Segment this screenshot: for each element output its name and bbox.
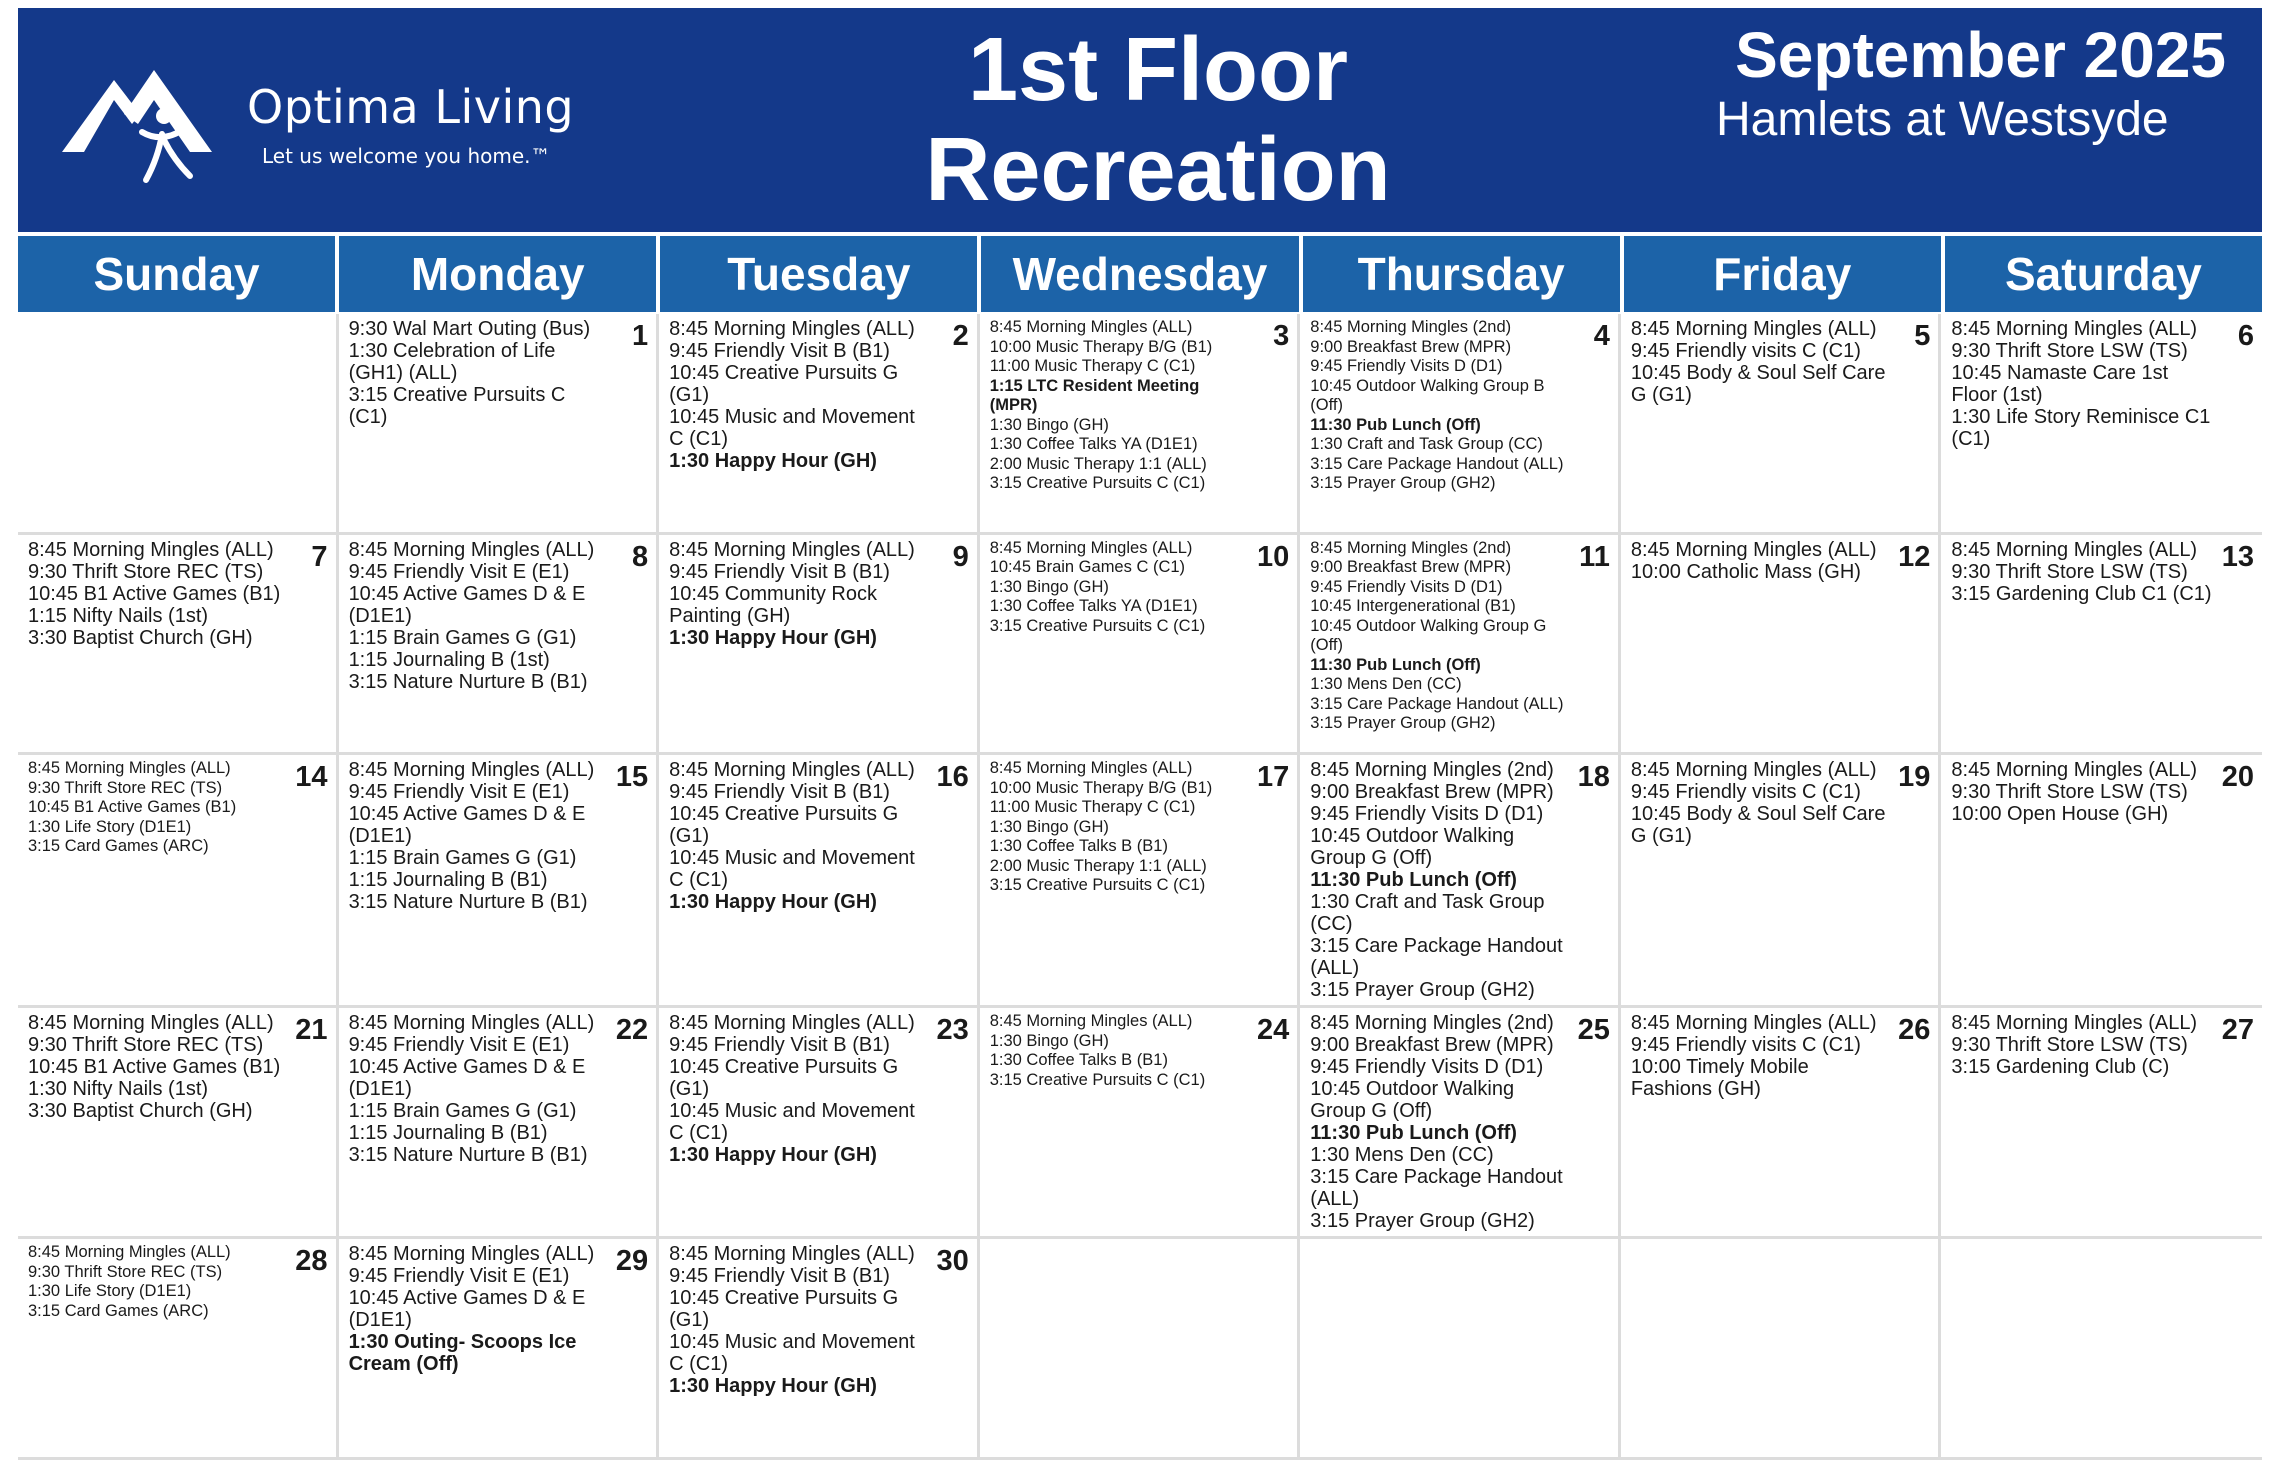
event-item: 10:00 Music Therapy B/G (B1) [989, 337, 1213, 356]
event-item: 8:45 Morning Mingles (ALL) [669, 538, 915, 561]
day-number: 28 [291, 1245, 327, 1278]
event-item: 3:30 Baptist Church (GH) [28, 1100, 253, 1123]
event-item: 8:45 Morning Mingles (2nd) [1310, 538, 1512, 557]
event-item: 11:00 Music Therapy C (C1) [989, 357, 1196, 375]
month-label: September 2025 [1735, 19, 2226, 91]
event-item: 10:45 Outdoor Walking Group G (Off) [1310, 1078, 1520, 1123]
event-item: 1:30 Bingo (GH) [989, 1031, 1109, 1050]
event-item: 8:45 Morning Mingles (ALL) [28, 1012, 274, 1035]
event-item: 11:30 Pub Lunch (Off) [1310, 1122, 1517, 1145]
event-item: 9:45 Friendly Visit B (B1) [669, 781, 890, 804]
day-number: 5 [1910, 320, 1930, 353]
event-list [669, 318, 971, 472]
empty-day-cell [1621, 1239, 1942, 1460]
mountain-person-logo-icon [62, 62, 232, 192]
event-item: 3:15 Creative Pursuits C (C1) [989, 1070, 1206, 1089]
event-item: 1:30 Coffee Talks YA (D1E1) [989, 597, 1198, 616]
event-item: 1:30 Bingo (GH) [989, 817, 1109, 836]
event-item: 3:15 Creative Pursuits C (C1) [989, 474, 1206, 492]
event-list [1310, 759, 1612, 1001]
day-cell-16 [659, 755, 980, 1008]
event-item: 3:15 Card Games (ARC) [28, 837, 209, 856]
event-item: 1:15 Brain Games G (G1) [348, 1100, 577, 1123]
event-item: 9:45 Friendly Visit E (E1) [348, 560, 570, 583]
event-item: 9:30 Thrift Store REC (TS) [28, 1034, 264, 1057]
day-number: 26 [1894, 1014, 1930, 1047]
event-item: 9:45 Friendly visits C (C1) [1630, 340, 1861, 362]
event-item: 10:45 Active Games D & E (D1E1) [348, 803, 591, 848]
event-item: 1:30 Coffee Talks B (B1) [989, 1051, 1168, 1070]
event-item: 9:30 Thrift Store LSW (TS) [1951, 1034, 2188, 1057]
event-item: 8:45 Morning Mingles (ALL) [1630, 1012, 1877, 1035]
event-item: 9:00 Breakfast Brew (MPR) [1310, 337, 1512, 356]
event-item: 1:30 Happy Hour (GH) [669, 450, 877, 472]
event-item: 10:45 Creative Pursuits G (G1) [669, 1287, 904, 1332]
event-item: 8:45 Morning Mingles (ALL) [1951, 1012, 2198, 1035]
event-item: 1:30 Craft and Task Group (CC) [1310, 891, 1551, 936]
day-cell-30 [659, 1239, 980, 1460]
brand-name: Optima Living [247, 80, 575, 134]
day-number: 2 [949, 320, 969, 353]
event-item: 8:45 Morning Mingles (ALL) [989, 759, 1193, 778]
day-number: 1 [628, 320, 648, 353]
event-item: 1:15 Nifty Nails (1st) [28, 604, 209, 627]
optima-living-logo [62, 62, 582, 192]
event-item: 10:00 Catholic Mass (GH) [1630, 560, 1861, 583]
event-item: 1:30 Bingo (GH) [989, 415, 1109, 434]
event-item: 2:00 Music Therapy 1:1 (ALL) [989, 856, 1207, 875]
event-item: 1:30 Nifty Nails (1st) [28, 1078, 209, 1101]
day-number: 8 [628, 541, 648, 574]
event-list [349, 1012, 651, 1166]
event-list [669, 759, 971, 913]
event-item: 3:15 Prayer Group (GH2) [1310, 1210, 1535, 1233]
location-label: Hamlets at Westsyde [1716, 93, 2169, 146]
event-item: 10:45 Body & Soul Self Care G (G1) [1630, 362, 1892, 406]
day-number: 19 [1894, 761, 1930, 794]
day-number: 12 [1894, 541, 1930, 574]
calendar-title [838, 20, 1478, 220]
event-item: 8:45 Morning Mingles (ALL) [669, 318, 915, 340]
event-item: 10:45 Brain Games C (C1) [989, 558, 1186, 577]
weekday-tuesday: Tuesday [660, 236, 977, 312]
event-item: 2:00 Music Therapy 1:1 (ALL) [989, 454, 1207, 473]
event-item: 10:45 B1 Active Games (B1) [28, 798, 237, 817]
event-item: 8:45 Morning Mingles (ALL) [348, 538, 595, 561]
event-list [1951, 759, 2256, 825]
event-list [28, 539, 330, 649]
event-item: 3:15 Creative Pursuits C (C1) [989, 616, 1206, 635]
event-item: 8:45 Morning Mingles (ALL) [1630, 759, 1877, 782]
event-item: 10:45 Creative Pursuits G (G1) [669, 1056, 904, 1101]
event-item: 10:45 Music and Movement C (C1) [669, 406, 921, 450]
event-item: 3:15 Creative Pursuits C (C1) [989, 876, 1206, 895]
event-item: 11:00 Music Therapy C (C1) [989, 798, 1196, 817]
empty-day-cell [1300, 1239, 1621, 1460]
day-number: 23 [932, 1014, 968, 1047]
event-item: 1:30 Life Story (D1E1) [28, 1282, 192, 1301]
event-item: 10:45 Namaste Care 1st Floor (1st) [1951, 362, 2174, 406]
event-item: 10:45 Outdoor Walking Group G (Off) [1310, 616, 1551, 655]
event-list [28, 1243, 330, 1321]
event-item: 9:45 Friendly Visit E (E1) [348, 1034, 570, 1057]
event-item: 10:45 Creative Pursuits G (G1) [669, 803, 904, 848]
event-list [669, 539, 971, 649]
event-item: 1:15 LTC Resident Meeting (MPR) [989, 376, 1204, 414]
event-item: 10:45 B1 Active Games (B1) [28, 582, 281, 605]
event-item: 10:00 Open House (GH) [1951, 803, 2169, 826]
weekday-saturday: Saturday [1945, 236, 2262, 312]
event-item: 3:15 Care Package Handout (ALL) [1310, 1166, 1569, 1211]
event-item: 9:30 Thrift Store LSW (TS) [1951, 781, 2188, 804]
event-item: 9:45 Friendly Visit E (E1) [348, 1265, 570, 1288]
day-number: 17 [1253, 761, 1289, 794]
event-list [1310, 539, 1612, 734]
event-item: 8:45 Morning Mingles (ALL) [1630, 538, 1877, 561]
event-item: 1:30 Mens Den (CC) [1310, 1144, 1494, 1167]
event-item: 8:45 Morning Mingles (ALL) [28, 538, 274, 561]
brand-tagline: Let us welcome you home.™ [262, 144, 551, 168]
empty-day-cell [980, 1239, 1301, 1460]
day-cell-5 [1621, 314, 1942, 535]
day-cell-26 [1621, 1008, 1942, 1239]
event-item: 11:30 Pub Lunch (Off) [1310, 869, 1517, 892]
day-number: 4 [1590, 320, 1610, 353]
event-item: 8:45 Morning Mingles (ALL) [1630, 318, 1877, 340]
day-cell-24 [980, 1008, 1301, 1239]
day-cell-29 [339, 1239, 660, 1460]
event-item: 3:15 Care Package Handout (ALL) [1310, 935, 1569, 980]
event-item: 9:45 Friendly visits C (C1) [1630, 1034, 1861, 1057]
day-number: 30 [932, 1245, 968, 1278]
day-cell-14 [18, 755, 339, 1008]
event-item: 8:45 Morning Mingles (ALL) [669, 759, 915, 782]
event-item: 3:15 Gardening Club (C) [1951, 1056, 2170, 1079]
weekday-monday: Monday [339, 236, 656, 312]
event-item: 10:45 Active Games D & E (D1E1) [348, 1287, 591, 1332]
event-item: 9:30 Thrift Store LSW (TS) [1951, 560, 2188, 583]
event-item: 3:15 Care Package Handout (ALL) [1310, 694, 1564, 713]
event-item: 9:30 Thrift Store LSW (TS) [1951, 340, 2188, 362]
event-item: 10:45 Creative Pursuits G (G1) [669, 362, 904, 406]
weekday-header-row [18, 236, 2262, 312]
event-list [990, 318, 1292, 494]
day-number: 24 [1253, 1014, 1289, 1047]
event-item: 1:15 Journaling B (B1) [348, 869, 548, 892]
day-cell-15 [339, 755, 660, 1008]
day-number: 25 [1574, 1014, 1610, 1047]
day-cell-23 [659, 1008, 980, 1239]
day-cell-18 [1300, 755, 1621, 1008]
event-item: 1:30 Life Story Reminisce C1 (C1) [1951, 406, 2216, 450]
event-item: 1:15 Journaling B (1st) [348, 648, 550, 671]
event-item: 1:30 Mens Den (CC) [1310, 675, 1462, 694]
event-item: 8:45 Morning Mingles (ALL) [1951, 538, 2198, 561]
event-item: 8:45 Morning Mingles (ALL) [989, 1012, 1193, 1031]
event-item: 8:45 Morning Mingles (2nd) [1310, 1012, 1554, 1035]
day-number: 29 [612, 1245, 648, 1278]
day-number: 16 [932, 761, 968, 794]
event-item: 8:45 Morning Mingles (ALL) [1951, 759, 2198, 782]
day-cell-20 [1941, 755, 2262, 1008]
event-item: 10:45 Body & Soul Self Care G (G1) [1630, 803, 1892, 848]
event-item: 9:45 Friendly Visit B (B1) [669, 340, 890, 362]
event-list [1631, 318, 1933, 406]
day-number: 7 [307, 541, 327, 574]
event-item: 9:45 Friendly Visits D (D1) [1310, 803, 1544, 826]
day-number: 11 [1575, 541, 1610, 574]
event-list [669, 1243, 971, 1397]
empty-day-cell [18, 314, 339, 535]
event-list [1951, 539, 2256, 605]
event-list [1631, 759, 1933, 847]
day-number: 21 [291, 1014, 327, 1047]
event-item: 10:45 Intergenerational (B1) [1310, 597, 1516, 616]
day-cell-11 [1300, 535, 1621, 756]
event-item: 10:45 Outdoor Walking Group B (Off) [1310, 376, 1550, 414]
day-number: 27 [2218, 1014, 2254, 1047]
event-item: 8:45 Morning Mingles (ALL) [989, 538, 1193, 557]
day-cell-6 [1941, 314, 2262, 535]
event-item: 10:45 Outdoor Walking Group G (Off) [1310, 825, 1520, 870]
event-item: 10:45 Music and Movement C (C1) [669, 1100, 921, 1145]
event-item: 3:15 Nature Nurture B (B1) [348, 1144, 588, 1167]
event-item: 8:45 Morning Mingles (ALL) [28, 1243, 231, 1262]
day-number: 22 [612, 1014, 648, 1047]
day-number: 10 [1253, 541, 1289, 574]
event-item: 8:45 Morning Mingles (ALL) [1951, 318, 2198, 340]
event-item: 10:00 Music Therapy B/G (B1) [989, 778, 1213, 797]
day-number: 9 [949, 541, 969, 574]
event-item: 3:15 Creative Pursuits C (C1) [348, 384, 571, 428]
day-number: 15 [612, 761, 648, 794]
event-item: 1:30 Coffee Talks YA (D1E1) [989, 435, 1198, 453]
day-cell-4 [1300, 314, 1621, 535]
event-item: 9:45 Friendly visits C (C1) [1630, 781, 1861, 804]
event-item: 8:45 Morning Mingles (ALL) [669, 1012, 915, 1035]
event-item: 8:45 Morning Mingles (ALL) [669, 1243, 915, 1266]
event-item: 8:45 Morning Mingles (ALL) [348, 1243, 595, 1266]
event-item: 1:30 Happy Hour (GH) [669, 1144, 877, 1167]
event-item: 1:15 Brain Games G (G1) [348, 626, 577, 649]
weekday-friday: Friday [1624, 236, 1941, 312]
event-item: 10:45 Music and Movement C (C1) [669, 847, 921, 892]
day-cell-19 [1621, 755, 1942, 1008]
weekday-wednesday: Wednesday [981, 236, 1298, 312]
event-item: 11:30 Pub Lunch (Off) [1310, 655, 1481, 674]
day-number: 20 [2218, 761, 2254, 794]
event-item: 8:45 Morning Mingles (ALL) [989, 318, 1193, 336]
event-list [349, 318, 651, 428]
event-item: 9:30 Wal Mart Outing (Bus) [348, 318, 591, 340]
day-cell-10 [980, 535, 1301, 756]
event-item: 3:15 Nature Nurture B (B1) [348, 891, 588, 914]
event-item: 9:45 Friendly Visit B (B1) [669, 1034, 890, 1057]
day-cell-9 [659, 535, 980, 756]
event-list [1631, 539, 1933, 583]
event-item: 3:15 Nature Nurture B (B1) [348, 670, 588, 693]
event-list [1631, 1012, 1933, 1100]
weekday-thursday: Thursday [1303, 236, 1620, 312]
title-line-1: 1st Floor [967, 20, 1349, 120]
event-item: 1:30 Bingo (GH) [989, 577, 1109, 596]
day-cell-2 [659, 314, 980, 535]
event-item: 3:15 Care Package Handout (ALL) [1310, 454, 1564, 473]
day-cell-1 [339, 314, 660, 535]
event-item: 9:30 Thrift Store REC (TS) [28, 778, 223, 797]
event-item: 1:30 Celebration of Life (GH1) (ALL) [348, 340, 561, 384]
event-item: 1:30 Happy Hour (GH) [669, 626, 877, 649]
day-cell-27 [1941, 1008, 2262, 1239]
event-item: 1:30 Craft and Task Group (CC) [1310, 435, 1543, 453]
event-item: 3:15 Card Games (ARC) [28, 1301, 209, 1320]
calendar-grid [18, 314, 2262, 1460]
event-item: 1:30 Happy Hour (GH) [669, 1375, 877, 1398]
event-list [1310, 318, 1612, 494]
empty-day-cell [1941, 1239, 2262, 1460]
event-item: 10:00 Timely Mobile Fashions (GH) [1630, 1056, 1815, 1101]
event-item: 8:45 Morning Mingles (2nd) [1310, 759, 1554, 782]
event-list [990, 539, 1292, 637]
event-list [349, 759, 651, 913]
day-number: 18 [1574, 761, 1610, 794]
event-list [1951, 1012, 2256, 1078]
event-item: 1:30 Coffee Talks B (B1) [989, 837, 1168, 856]
event-list [28, 759, 330, 857]
event-item: 9:45 Friendly Visit B (B1) [669, 560, 890, 583]
event-item: 3:30 Baptist Church (GH) [28, 626, 253, 649]
event-list [990, 759, 1292, 896]
event-item: 3:15 Gardening Club C1 (C1) [1951, 582, 2212, 605]
event-list [669, 1012, 971, 1166]
day-cell-7 [18, 535, 339, 756]
event-item: 9:30 Thrift Store REC (TS) [28, 1262, 223, 1281]
event-list [1310, 1012, 1612, 1232]
event-list [349, 539, 651, 693]
event-list [349, 1243, 651, 1375]
day-cell-22 [339, 1008, 660, 1239]
event-item: 10:45 Community Rock Painting (GH) [669, 582, 883, 627]
event-item: 9:45 Friendly Visit B (B1) [669, 1265, 890, 1288]
day-cell-28 [18, 1239, 339, 1460]
event-item: 1:30 Happy Hour (GH) [669, 891, 877, 914]
day-number: 14 [291, 761, 327, 794]
event-item: 1:15 Brain Games G (G1) [348, 847, 577, 870]
day-cell-12 [1621, 535, 1942, 756]
event-item: 9:45 Friendly Visits D (D1) [1310, 1056, 1544, 1079]
day-number: 6 [2234, 320, 2254, 353]
event-item: 3:15 Prayer Group (GH2) [1310, 474, 1496, 492]
event-item: 10:45 Music and Movement C (C1) [669, 1331, 921, 1376]
event-item: 10:45 B1 Active Games (B1) [28, 1056, 281, 1079]
event-item: 9:00 Breakfast Brew (MPR) [1310, 1034, 1554, 1057]
weekday-sunday: Sunday [18, 236, 335, 312]
day-cell-17 [980, 755, 1301, 1008]
day-cell-3 [980, 314, 1301, 535]
event-item: 9:00 Breakfast Brew (MPR) [1310, 781, 1554, 804]
event-item: 9:30 Thrift Store REC (TS) [28, 560, 264, 583]
event-item: 3:15 Prayer Group (GH2) [1310, 714, 1496, 733]
event-item: 10:45 Active Games D & E (D1E1) [348, 582, 591, 627]
day-number: 13 [2218, 541, 2254, 574]
event-item: 9:45 Friendly Visit E (E1) [348, 781, 570, 804]
event-item: 8:45 Morning Mingles (ALL) [348, 759, 595, 782]
day-cell-13 [1941, 535, 2262, 756]
day-cell-8 [339, 535, 660, 756]
event-item: 8:45 Morning Mingles (ALL) [348, 1012, 595, 1035]
event-item: 11:30 Pub Lunch (Off) [1310, 415, 1481, 434]
event-item: 8:45 Morning Mingles (ALL) [28, 759, 231, 778]
event-list [990, 1012, 1292, 1090]
day-cell-25 [1300, 1008, 1621, 1239]
event-list [28, 1012, 330, 1122]
event-item: 3:15 Prayer Group (GH2) [1310, 979, 1535, 1002]
event-item: 1:15 Journaling B (B1) [348, 1122, 548, 1145]
event-item: 10:45 Active Games D & E (D1E1) [348, 1056, 591, 1101]
event-item: 9:00 Breakfast Brew (MPR) [1310, 558, 1512, 577]
event-item: 9:45 Friendly Visits D (D1) [1310, 577, 1503, 596]
event-item: 1:30 Outing- Scoops Ice Cream (Off) [348, 1331, 582, 1376]
event-list [1951, 318, 2256, 450]
event-item: 8:45 Morning Mingles (2nd) [1310, 318, 1512, 336]
title-line-2: Recreation [925, 120, 1391, 220]
event-item: 1:30 Life Story (D1E1) [28, 817, 192, 836]
day-cell-21 [18, 1008, 339, 1239]
day-number: 3 [1269, 320, 1289, 353]
event-item: 9:45 Friendly Visits D (D1) [1310, 357, 1503, 375]
calendar-header [18, 8, 2262, 232]
